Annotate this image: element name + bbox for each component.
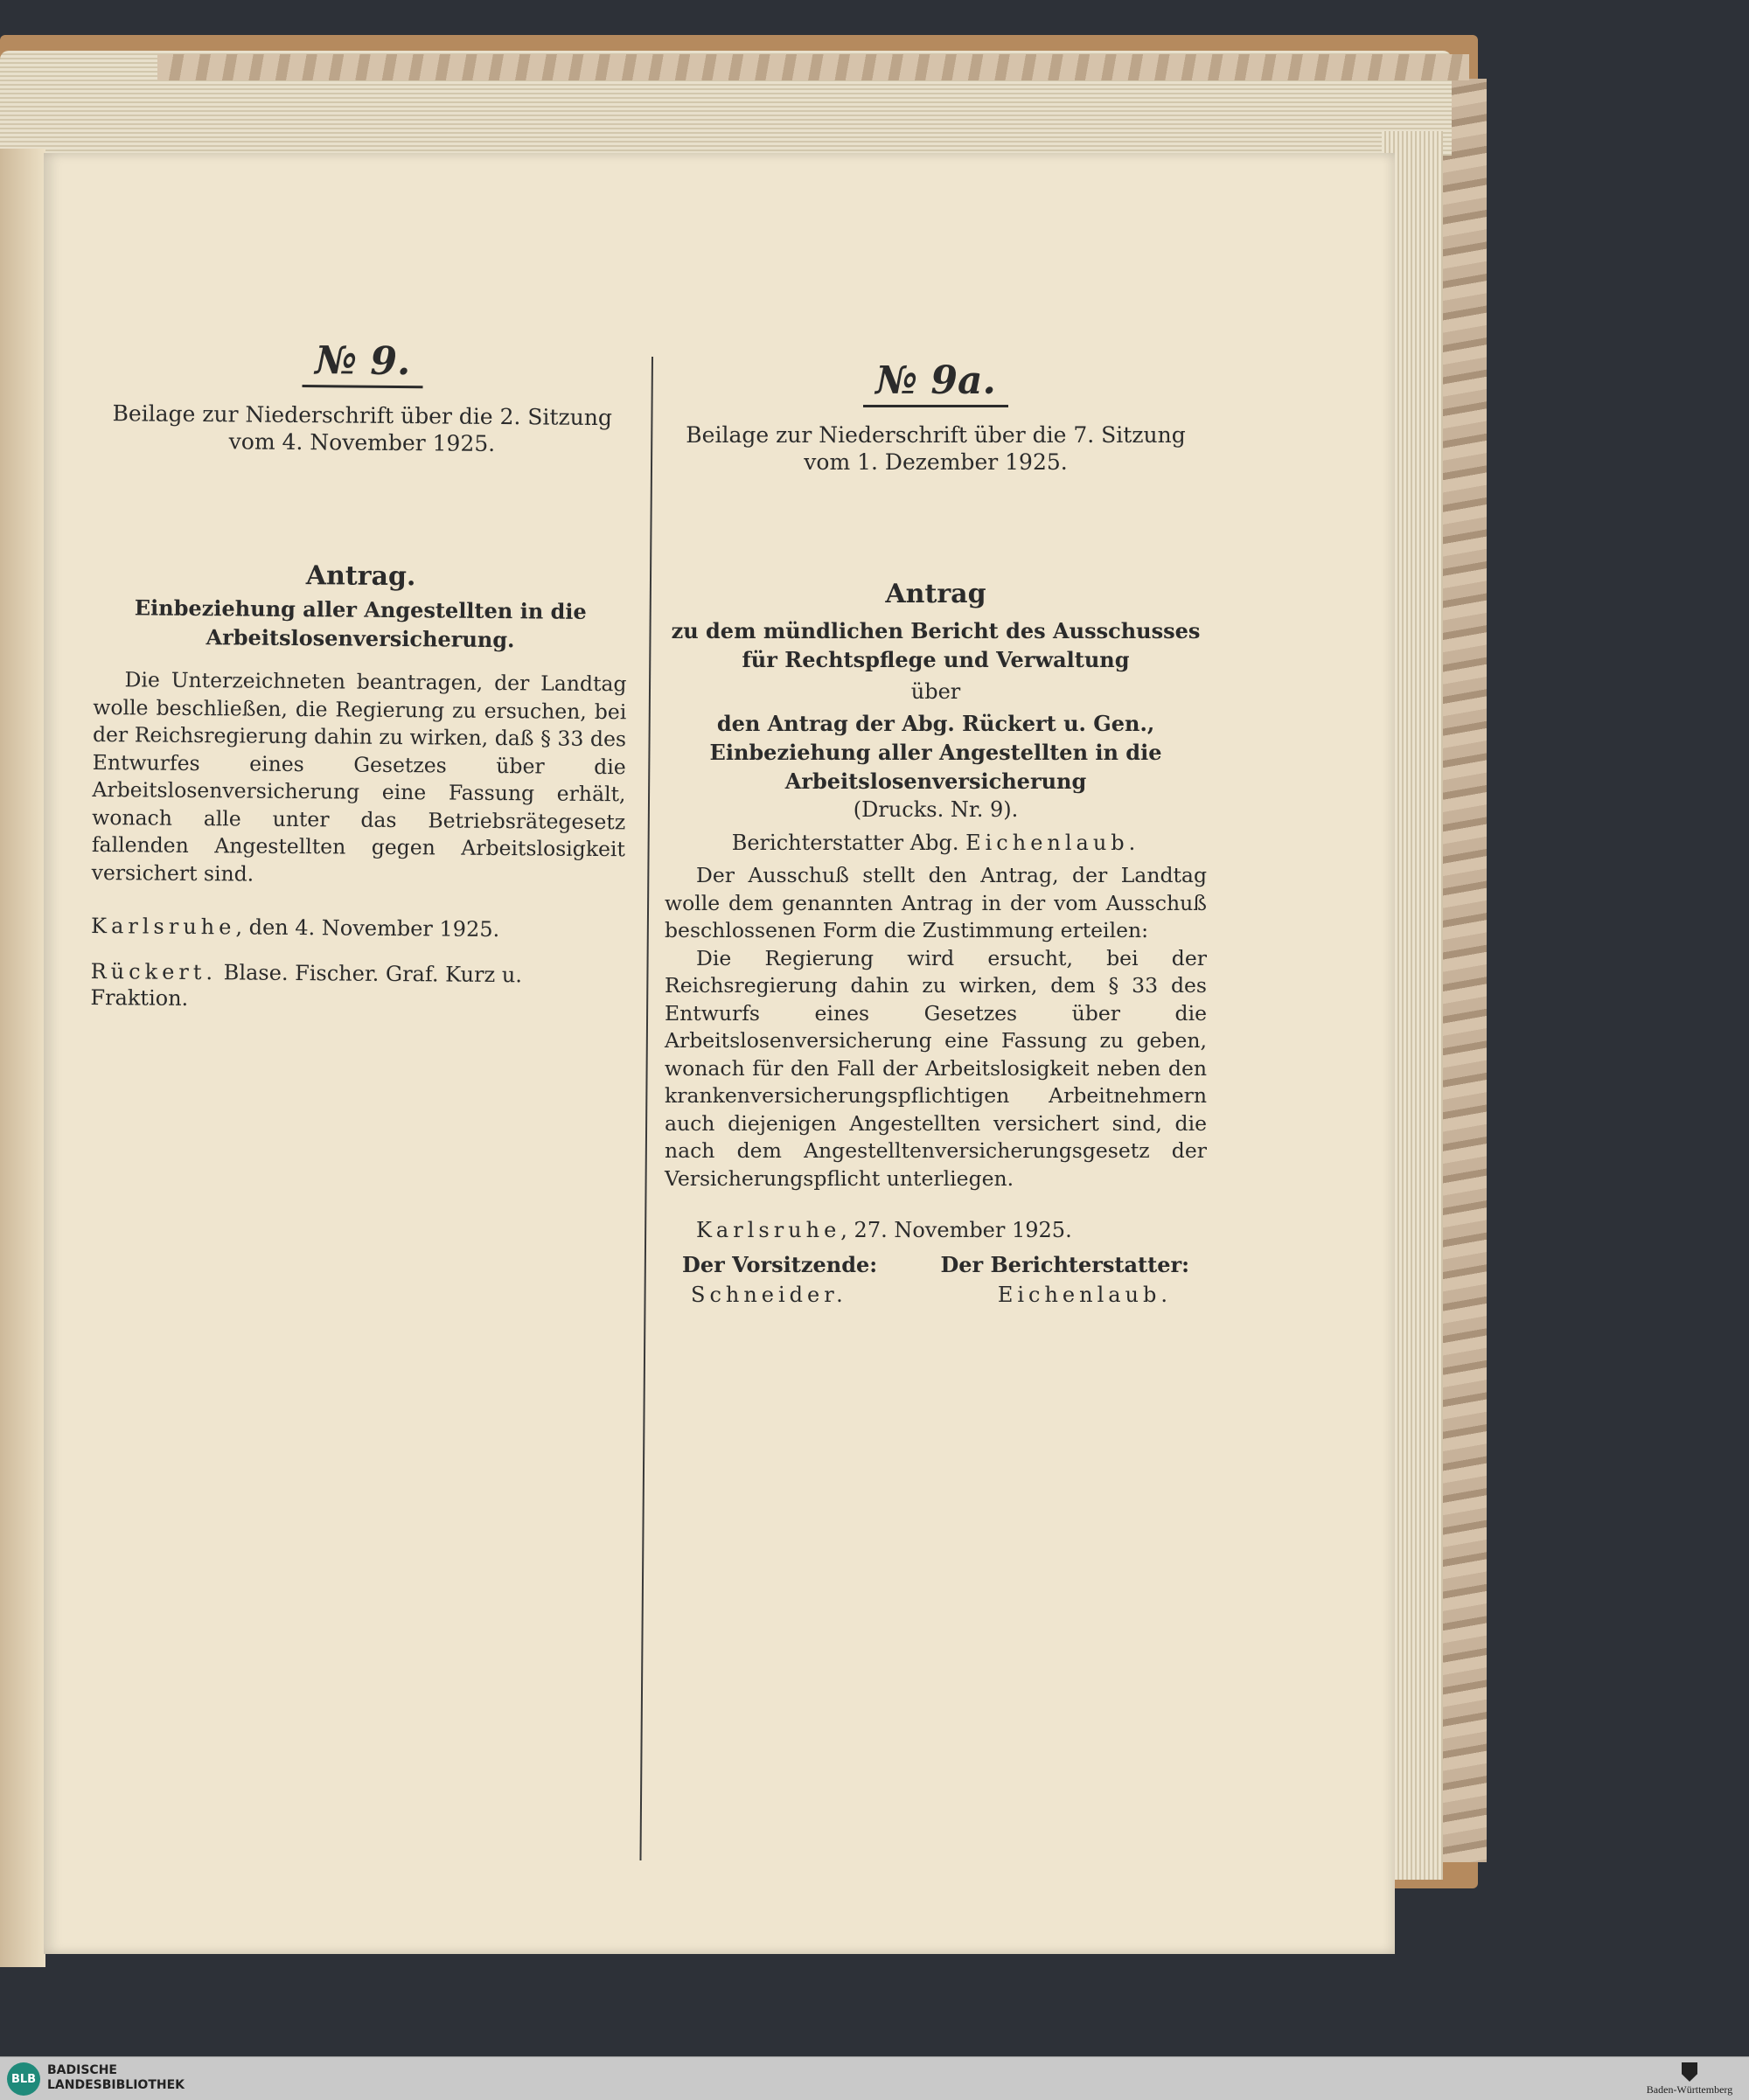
place-date: [665, 1217, 1207, 1243]
committee-paragraph: Der Ausschuß stellt den Antrag, der Landtag wolle dem genannten Antrag in der vom Ausschuß beschlossenen Form die Zustimmung erteilen:: [665, 863, 1207, 942]
blb-logo-icon: BLB: [7, 2062, 40, 2096]
left-page-edge: [0, 149, 45, 1967]
subtitle-line: Beilage zur Niederschrift über die 2. Sitzung: [112, 400, 613, 431]
chair-label: Der Vorsitzende:: [682, 1252, 878, 1277]
signatures: [90, 958, 624, 1015]
antrag-subject: den Antrag der Abg. Rückert u. Gen., Einbeziehung aller Angestellten in die Arbeitslosenversicherung: [709, 711, 1162, 794]
reporter-line: [665, 829, 1207, 857]
drucks-reference: (Drucks. Nr. 9).: [853, 797, 1019, 822]
antrag-body: Die Unterzeichneten beantragen, der Landtag wolle beschließen, die Regierung zu ersuchen, bei der Reichsregierung dahin zu wirken, daß § 33 des Entwurfes eines Gesetzes über die Arbeitslosenversicherung eine Fassung erhält, wonach alle unter das Betriebsrätegesetz fallenden Angestellten gegen Arbeitslosigkeit versichert sind.: [91, 667, 627, 887]
document-subtitle: [665, 421, 1207, 476]
date-text: , den 4. November 1925.: [235, 914, 500, 942]
place-city: Karlsruhe: [696, 1218, 841, 1242]
signature-labels: [665, 1250, 1207, 1280]
antrag-heading: Einbeziehung aller Angestellten in die Arbeitslosenversicherung.: [134, 595, 587, 653]
resolution-paragraph: Die Regierung wird ersucht, bei der Reichsregierung dahin zu wirken, dem § 33 des Entwurfs eines Gesetzes über die Arbeitslosenversicherung eine Fassung zu geben, wonach für den Fall der Arbeitslosigkeit neben den krankenversicherungspflichtigen Arbeitnehmern auch diejenigen Angestellten versichert sind, die nach dem Angestelltenversicherungsgesetz der Versicherungspflicht unterliegen.: [665, 945, 1207, 1191]
reporter-signature-label: Der Berichterstatter:: [940, 1252, 1189, 1277]
reporter-signature-name: Eichenlaub.: [997, 1283, 1172, 1307]
signature-rest: Blase. Fischer. Graf. Kurz u. Fraktion.: [90, 960, 523, 1011]
antrag-title: Antrag.: [305, 560, 416, 593]
reporter-name: Eichenlaub.: [965, 831, 1140, 855]
library-banner: [0, 2056, 1749, 2100]
signature-names: [665, 1280, 1207, 1310]
antrag-title: Antrag: [885, 579, 986, 609]
reporter-label: Berichterstatter Abg.: [731, 831, 966, 855]
date-text: , 27. November 1925.: [840, 1218, 1072, 1242]
coat-of-arms-icon: [1682, 2062, 1697, 2082]
bw-logo: [1637, 2062, 1742, 2097]
bw-label: Baden-Württemberg: [1646, 2083, 1733, 2096]
place-date: [91, 913, 624, 943]
subtitle-line: vom 4. November 1925.: [228, 428, 496, 456]
ueber-text: über: [910, 679, 961, 704]
subtitle-line: vom 1. Dezember 1925.: [804, 449, 1068, 475]
document-subtitle: [95, 400, 630, 458]
chair-name: Schneider.: [691, 1283, 847, 1307]
right-column: [665, 358, 1207, 1310]
marbled-cover-top: [157, 54, 1469, 80]
library-name-line: BADISCHE: [47, 2063, 117, 2077]
place-city: Karlsruhe: [90, 913, 236, 940]
document-number: № 9a.: [863, 358, 1008, 407]
library-name-line: LANDESBIBLIOTHEK: [47, 2078, 185, 2092]
document-number: № 9.: [303, 338, 423, 388]
left-column: [90, 337, 630, 1015]
signature-first: Rückert.: [90, 958, 218, 985]
subtitle-line: Beilage zur Niederschrift über die 7. Sitzung: [686, 422, 1186, 448]
library-name: [47, 2063, 185, 2093]
antrag-heading: zu dem mündlichen Bericht des Ausschusses für Rechtspflege und Verwaltung: [671, 618, 1201, 672]
